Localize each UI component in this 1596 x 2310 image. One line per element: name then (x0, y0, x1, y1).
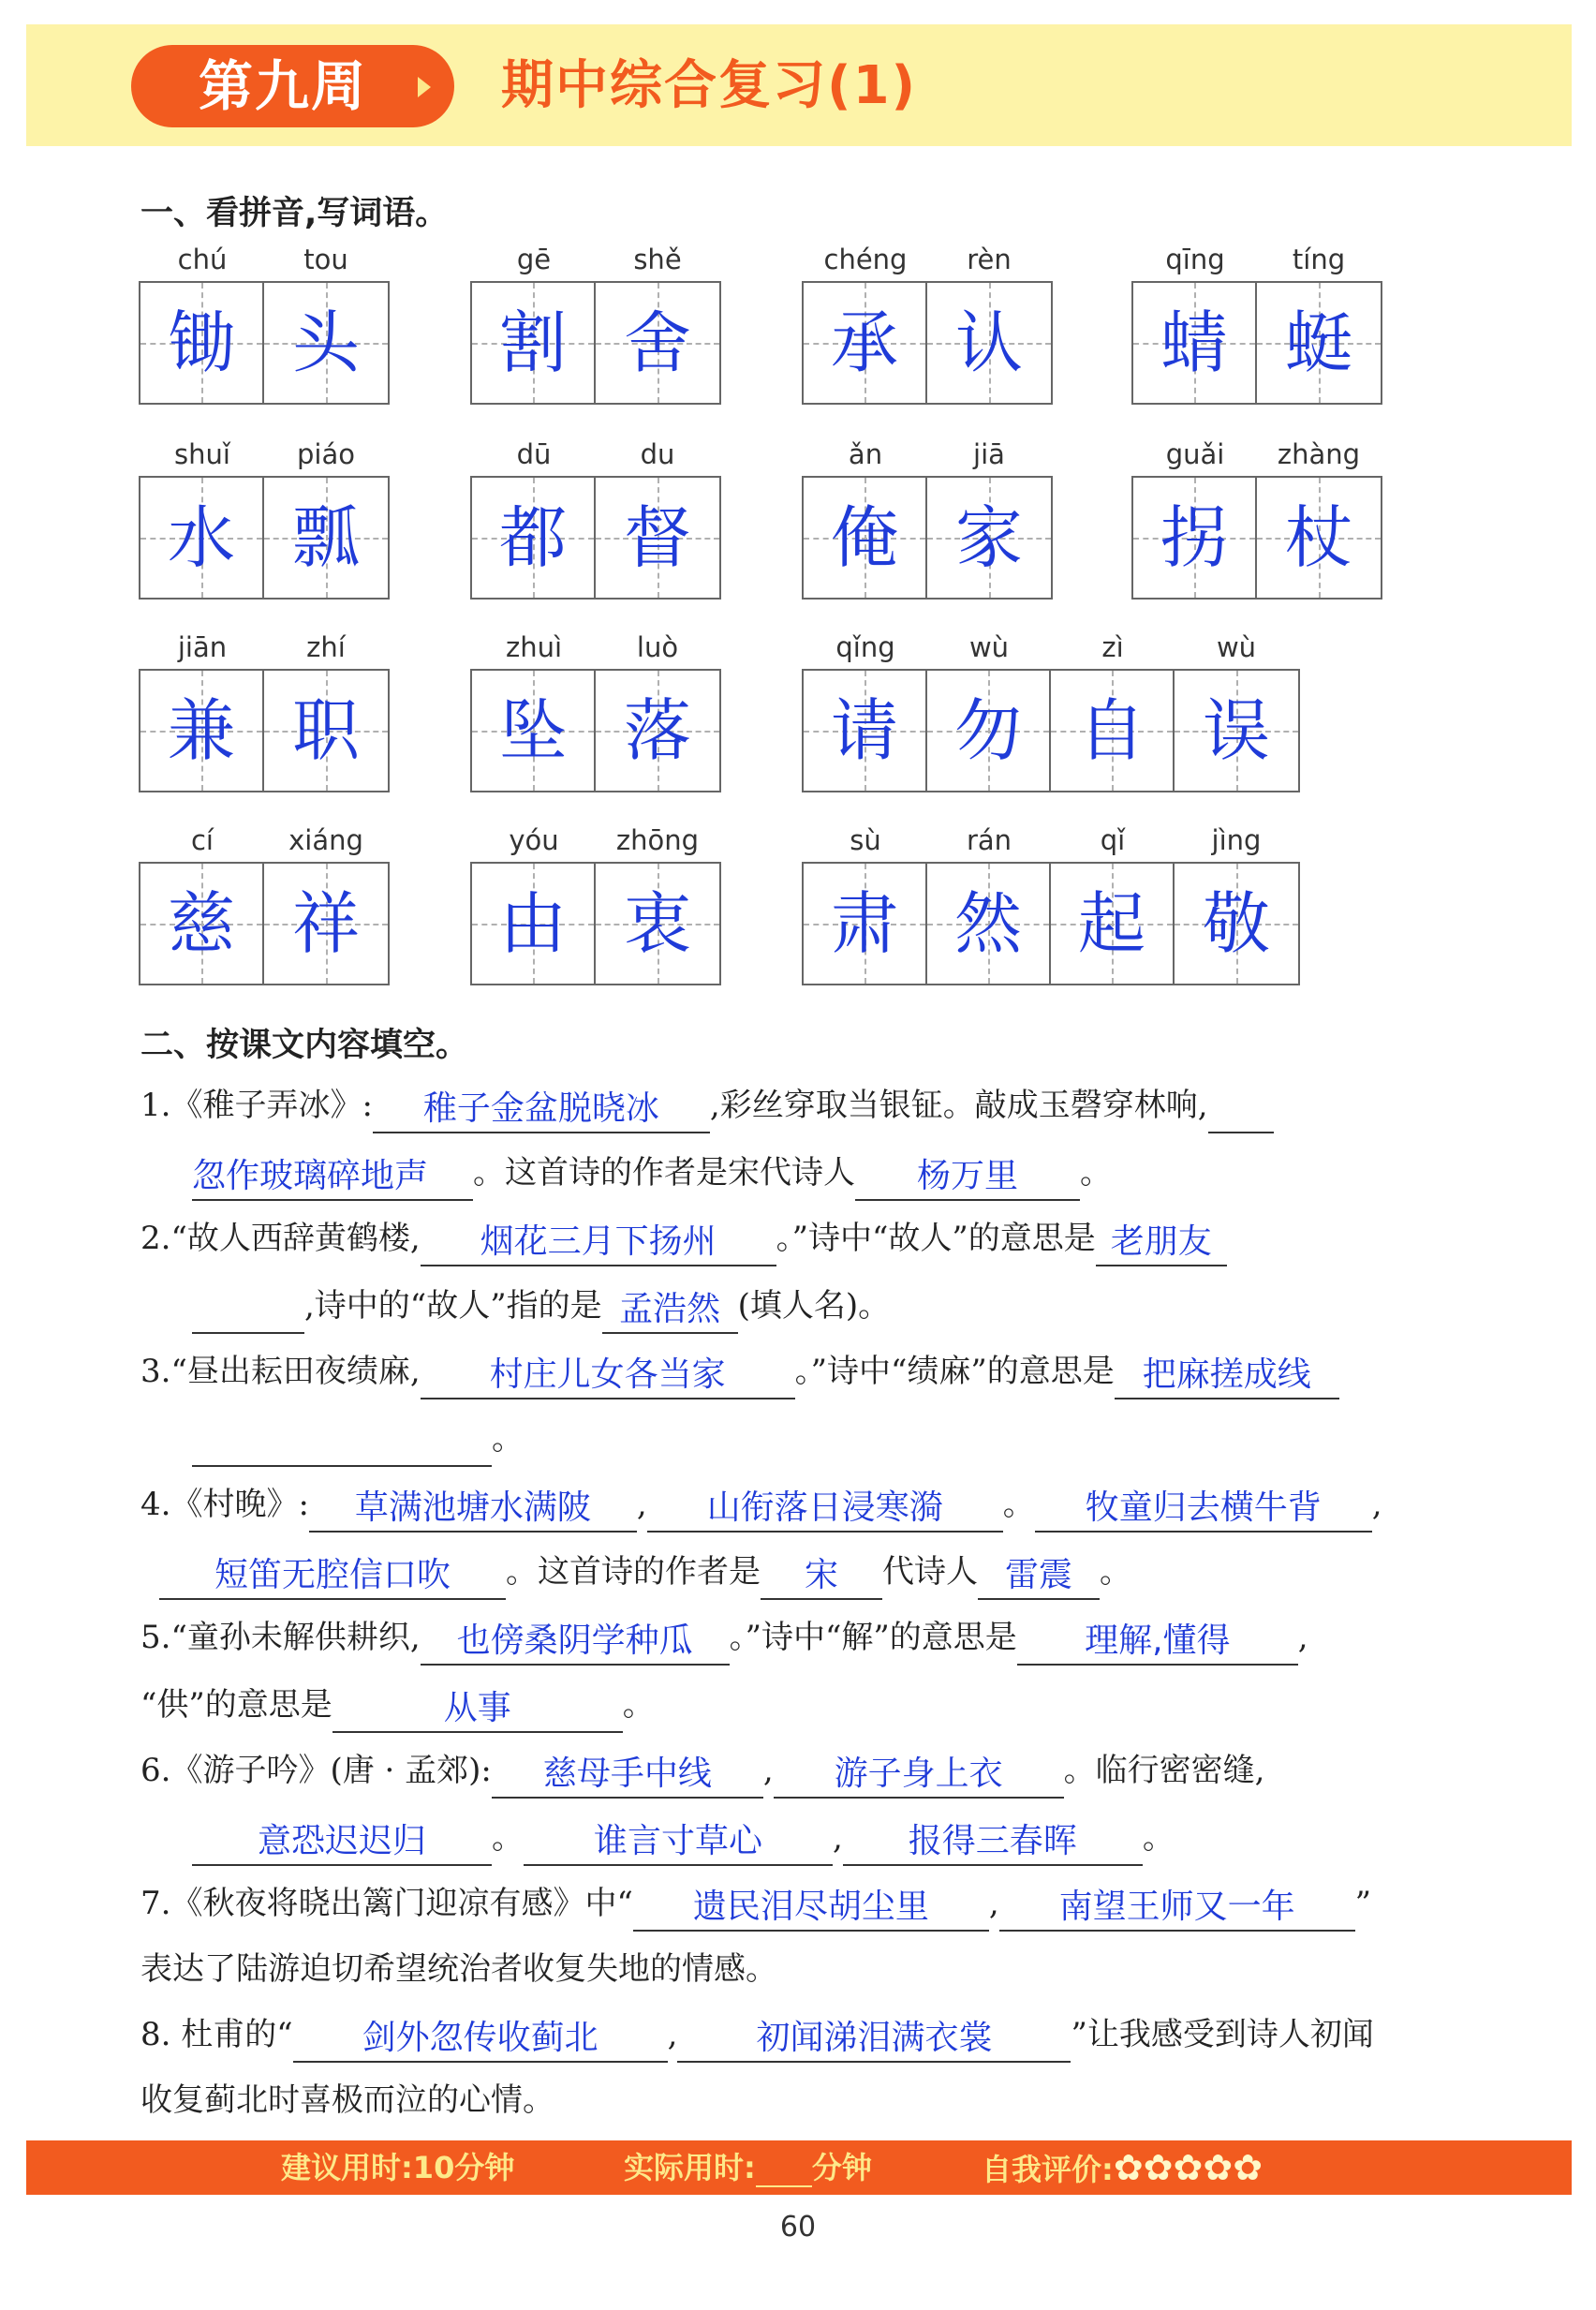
question-1-line-1: 1.《稚子弄冰》: 稚子金盆脱晓冰 ,彩丝穿取当银钲。敲成玉磬穿林响, (140, 1077, 1274, 1133)
written-character: 由 (498, 884, 567, 963)
answer-blank[interactable]: 意恐迟迟归 (192, 1819, 492, 1866)
question-6-line-2: 意恐迟迟归 。 谁言寸草心 , 报得三春晖 。 (140, 1810, 1175, 1866)
written-character: 职 (291, 691, 360, 770)
week-label: 第九周 (131, 45, 454, 127)
character-cell[interactable] (140, 864, 264, 984)
written-character: 督 (623, 498, 691, 577)
pinyin: zì (1101, 631, 1124, 663)
answer-blank[interactable] (192, 1420, 492, 1467)
pinyin: zhōng (615, 824, 700, 856)
page-title: 期中综合复习(1) (501, 55, 918, 116)
answer-blank[interactable]: 游子身上衣 (774, 1752, 1064, 1799)
pinyin: gē (516, 244, 552, 275)
character-cell[interactable] (1133, 478, 1257, 598)
written-character: 误 (1202, 691, 1270, 770)
written-character: 然 (953, 884, 1022, 963)
written-character: 锄 (167, 304, 235, 382)
answer-blank[interactable]: 也傍桑阴学种瓜 (421, 1619, 730, 1666)
character-cell[interactable] (472, 283, 596, 403)
written-character: 请 (830, 691, 898, 770)
star-icon[interactable]: ✿ (1233, 2147, 1264, 2188)
answer-blank[interactable]: 从事 (332, 1686, 623, 1733)
pinyin: jiā (973, 438, 1005, 470)
answer-blank[interactable]: 村庄儿女各当家 (421, 1353, 795, 1399)
star-icon[interactable]: ✿ (1143, 2147, 1174, 2188)
question-4-line-1: 4.《村晚》: 草满池塘水满陂 , 山衔落日浸寒漪 。 牧童归去横牛背 , (140, 1476, 1382, 1533)
answer-blank[interactable]: 剑外忽传收蓟北 (293, 2016, 668, 2063)
written-character: 蜓 (1284, 304, 1352, 382)
written-character: 拐 (1160, 498, 1228, 577)
question-2-line-2: ,诗中的“故人”指的是 孟浩然 (填人名)。 (140, 1278, 890, 1334)
answer-blank[interactable]: 雷震 (978, 1553, 1100, 1600)
footer-band (26, 2140, 1572, 2195)
pinyin: shuǐ (174, 438, 230, 470)
character-cell[interactable] (596, 478, 719, 598)
pinyin: wù (1216, 631, 1257, 663)
pinyin: zhuì (505, 631, 563, 663)
character-cell[interactable] (140, 283, 264, 403)
pinyin: wù (968, 631, 1010, 663)
pinyin: piáo (297, 438, 355, 470)
chevron-right-icon (418, 77, 431, 97)
answer-blank[interactable]: 遗民泪尽胡尘里 (633, 1885, 989, 1932)
character-cell[interactable] (596, 671, 719, 791)
question-3-line-1: 3.“昼出耘田夜绩麻, 村庄儿女各当家 。”诗中“绩麻”的意思是 把麻搓成线 (140, 1343, 1339, 1399)
question-4-line-2: 短笛无腔信口吹 。这首诗的作者是 宋 代诗人 雷震 。 (140, 1544, 1131, 1600)
pinyin: du (640, 438, 675, 470)
pinyin: qǐng (835, 631, 895, 663)
written-character: 肃 (830, 884, 898, 963)
answer-blank[interactable]: 忽作玻璃碎地声 (192, 1154, 473, 1201)
question-1-line-2: 忽作玻璃碎地声 。这首诗的作者是宋代诗人 杨万里 。 (140, 1145, 1112, 1201)
written-character: 落 (623, 691, 691, 770)
written-character: 承 (830, 304, 898, 382)
character-cell[interactable] (264, 864, 388, 984)
written-character: 都 (498, 498, 567, 577)
writing-grid (1131, 281, 1382, 405)
writing-grid (470, 862, 721, 985)
writing-grid (139, 476, 390, 600)
character-cell[interactable] (1133, 283, 1257, 403)
character-cell[interactable] (1051, 864, 1175, 984)
answer-blank[interactable]: 初闻涕泪满衣裳 (677, 2016, 1071, 2063)
page-number: 60 (779, 2211, 817, 2243)
pinyin: luò (636, 631, 679, 663)
written-character: 敬 (1202, 884, 1270, 963)
pinyin: tíng (1292, 244, 1346, 275)
written-character: 杖 (1284, 498, 1352, 577)
character-cell[interactable] (927, 478, 1051, 598)
writing-grid (470, 669, 721, 792)
question-7-line-2: 表达了陆游迫切希望统治者收复失地的情感。 (140, 1950, 777, 1988)
character-cell[interactable] (1175, 864, 1298, 984)
character-cell[interactable] (804, 671, 927, 791)
pinyin: qīng (1165, 244, 1225, 275)
star-icon[interactable]: ✿ (1113, 2147, 1144, 2188)
answer-blank[interactable]: 烟花三月下扬州 (421, 1220, 776, 1266)
character-cell[interactable] (927, 864, 1051, 984)
star-icon[interactable]: ✿ (1173, 2147, 1204, 2188)
answer-blank[interactable] (192, 1287, 304, 1334)
writing-grid (802, 281, 1053, 405)
written-character: 认 (954, 304, 1023, 382)
pinyin: yóu (509, 824, 559, 856)
character-cell[interactable] (140, 671, 264, 791)
question-8-line-1: 8. 杜甫的“ 剑外忽传收蓟北 , 初闻涕泪满衣裳 ”让我感受到诗人初闻 (140, 2006, 1374, 2063)
character-cell[interactable] (596, 283, 719, 403)
character-cell[interactable] (804, 864, 927, 984)
pinyin: jìng (1211, 824, 1262, 856)
written-character: 勿 (953, 691, 1022, 770)
character-cell[interactable] (804, 283, 927, 403)
answer-blank[interactable]: 把麻搓成线 (1115, 1353, 1339, 1399)
written-character: 舍 (623, 304, 691, 382)
question-3-line-2: 。 (140, 1411, 524, 1467)
answer-blank[interactable]: 南望王师又一年 (999, 1885, 1355, 1932)
character-cell[interactable] (472, 671, 596, 791)
answer-blank[interactable] (1208, 1087, 1274, 1133)
section2-heading: 二、按课文内容填空。 (140, 1027, 469, 1064)
answer-blank[interactable]: 牧童归去横牛背 (1035, 1486, 1372, 1533)
character-cell[interactable] (264, 283, 388, 403)
character-cell[interactable] (472, 478, 596, 598)
actual-time-field[interactable] (756, 2152, 812, 2187)
pinyin: ǎn (848, 438, 883, 470)
answer-blank[interactable]: 宋 (761, 1553, 882, 1600)
pinyin: tou (303, 244, 348, 275)
star-icon[interactable]: ✿ (1203, 2147, 1234, 2188)
question-8-line-2: 收复蓟北时喜极而泣的心情。 (140, 2081, 554, 2119)
character-cell[interactable] (472, 864, 596, 984)
character-cell[interactable] (140, 478, 264, 598)
character-cell[interactable] (1175, 671, 1298, 791)
pinyin: sù (850, 824, 881, 856)
answer-blank[interactable]: 谁言寸草心 (524, 1819, 833, 1866)
writing-grid (802, 669, 1300, 792)
written-character: 头 (291, 304, 360, 382)
question-5-line-2: “供”的意思是 从事 。 (140, 1677, 655, 1733)
written-character: 俺 (830, 498, 898, 577)
question-6-line-1: 6.《游子吟》(唐 · 孟郊): 慈母手中线 , 游子身上衣 。临行密密缝, (140, 1742, 1264, 1799)
written-character: 慈 (167, 884, 235, 963)
question-5-line-1: 5.“童孙未解供耕织, 也傍桑阴学种瓜 。”诗中“解”的意思是 理解,懂得 , (140, 1609, 1308, 1666)
writing-grid (1131, 476, 1382, 600)
writing-grid (139, 862, 390, 985)
character-cell[interactable] (1257, 283, 1381, 403)
character-cell[interactable] (596, 864, 719, 984)
written-character: 蜻 (1160, 304, 1228, 382)
pinyin: rèn (967, 244, 1012, 275)
answer-blank[interactable]: 草满池塘水满陂 (309, 1486, 637, 1533)
answer-blank[interactable]: 理解,懂得 (1017, 1619, 1298, 1666)
character-cell[interactable] (264, 671, 388, 791)
pinyin: rán (966, 824, 1012, 856)
pinyin: chú (177, 244, 228, 275)
question-7-line-1: 7.《秋夜将晓出篱门迎凉有感》中“ 遗民泪尽胡尘里 , 南望王师又一年 ” (140, 1875, 1371, 1932)
pinyin: xiáng (288, 824, 363, 856)
section1-heading: 一、看拼音,写词语。 (140, 195, 449, 232)
written-character: 自 (1077, 691, 1145, 770)
character-cell[interactable] (1257, 478, 1381, 598)
answer-blank[interactable]: 杨万里 (855, 1154, 1080, 1201)
answer-blank[interactable]: 老朋友 (1096, 1220, 1227, 1266)
written-character: 家 (954, 498, 1023, 577)
writing-grid (802, 476, 1053, 600)
character-cell[interactable] (1051, 671, 1175, 791)
pinyin: dū (516, 438, 552, 470)
actual-time: 实际用时: 分钟 (624, 2150, 872, 2185)
pinyin: chéng (823, 244, 908, 275)
character-cell[interactable] (927, 283, 1051, 403)
writing-grid (139, 669, 390, 792)
answer-blank[interactable]: 短笛无腔信口吹 (159, 1553, 506, 1600)
writing-grid (802, 862, 1300, 985)
writing-grid (139, 281, 390, 405)
pinyin: guǎi (1165, 438, 1225, 470)
writing-grid (470, 476, 721, 600)
pinyin: cí (190, 824, 214, 856)
self-evaluation: 自我评价:✿✿✿✿✿ (982, 2147, 1264, 2188)
pinyin: zhí (306, 631, 346, 663)
written-character: 瓢 (291, 498, 360, 577)
written-character: 兼 (167, 691, 235, 770)
character-cell[interactable] (264, 478, 388, 598)
written-character: 割 (498, 304, 567, 382)
pinyin: jiān (177, 631, 228, 663)
answer-blank[interactable]: 稚子金盆脱晓冰 (373, 1087, 710, 1133)
pinyin: qǐ (1100, 824, 1126, 856)
answer-blank[interactable]: 山衔落日浸寒漪 (647, 1486, 1003, 1533)
written-character: 祥 (291, 884, 360, 963)
written-character: 坠 (498, 691, 567, 770)
character-cell[interactable] (927, 671, 1051, 791)
writing-grid (470, 281, 721, 405)
written-character: 水 (167, 498, 235, 577)
question-2-line-1: 2.“故人西辞黄鹤楼, 烟花三月下扬州 。”诗中“故人”的意思是 老朋友 (140, 1210, 1227, 1266)
pinyin: zhàng (1277, 438, 1361, 470)
written-character: 衷 (623, 884, 691, 963)
answer-blank[interactable]: 慈母手中线 (492, 1752, 763, 1799)
pinyin: shě (633, 244, 682, 275)
written-character: 起 (1077, 884, 1145, 963)
answer-blank[interactable]: 孟浩然 (602, 1287, 738, 1334)
character-cell[interactable] (804, 478, 927, 598)
suggested-time: 建议用时:10分钟 (281, 2150, 515, 2185)
answer-blank[interactable]: 报得三春晖 (843, 1819, 1143, 1866)
